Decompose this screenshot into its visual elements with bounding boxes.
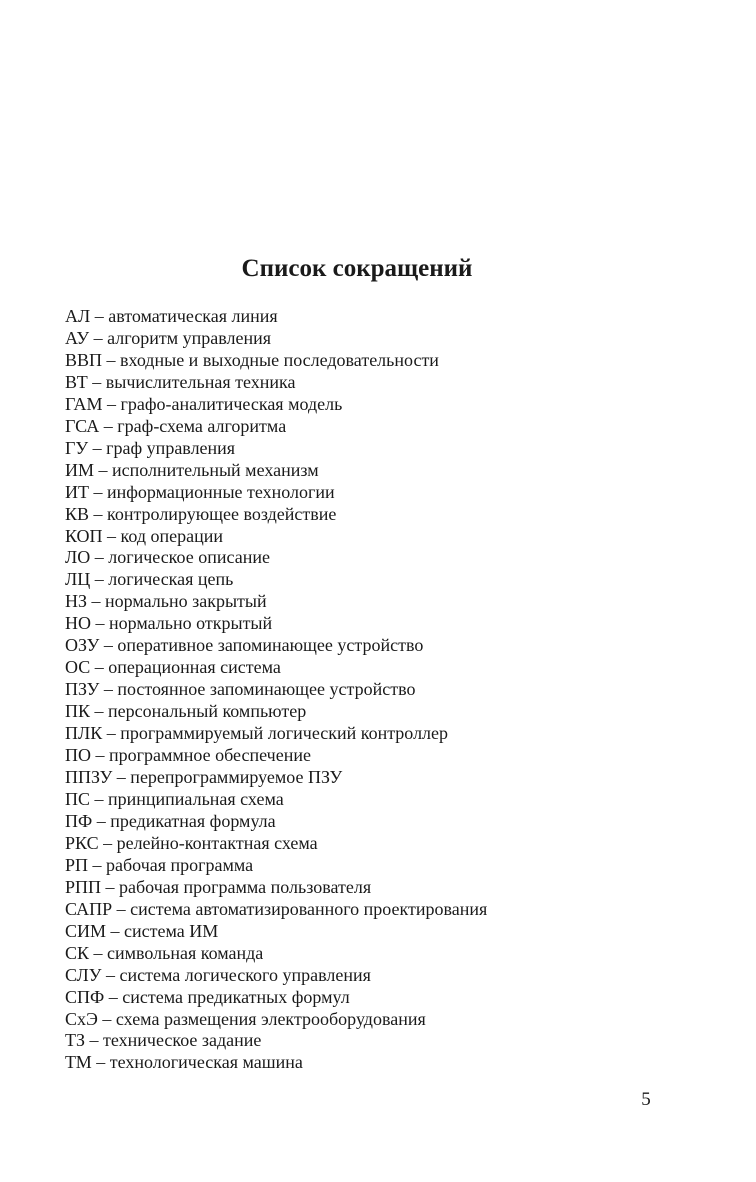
list-item: ЛО – логическое описание (65, 547, 270, 568)
list-item: ПЗУ – постоянное запоминающее устройство (65, 679, 416, 700)
list-item: АУ – алгоритм управления (65, 327, 272, 348)
list-item: СПФ – система предикатных формул (65, 986, 350, 1007)
list-item: ОЗУ – оперативное запоминающее устройство (65, 635, 424, 656)
abbreviation-list (65, 306, 685, 1074)
list-item: ППЗУ – перепрограммируемое ПЗУ (65, 767, 343, 788)
list-item: ГСА – граф-схема алгоритма (65, 415, 287, 436)
list-item: НО – нормально открытый (65, 613, 273, 634)
list-item: СЛУ – система логического управления (65, 964, 371, 985)
list-item: ПК – персональный компьютер (65, 701, 307, 722)
list-item: РПП – рабочая программа пользователя (65, 876, 372, 897)
list-item: САПР – система автоматизированного проектирования (65, 898, 488, 919)
list-item: РКС – релейно-контактная схема (65, 832, 318, 853)
page-number: 5 (641, 1089, 651, 1110)
list-item: ИМ – исполнительный механизм (65, 459, 319, 480)
list-item: ТЗ – техническое задание (65, 1030, 262, 1051)
list-item: КОП – код операции (65, 525, 224, 546)
list-item: АЛ – автоматическая линия (65, 306, 278, 326)
list-item: ПЛК – программируемый логический контроллер (65, 723, 449, 744)
list-item: ГАМ – графо-аналитическая модель (65, 393, 343, 414)
list-item: НЗ – нормально закрытый (65, 591, 267, 612)
list-item: СИМ – система ИМ (65, 920, 219, 941)
list-item: РП – рабочая программа (65, 854, 254, 875)
list-item: СхЭ – схема размещения электрооборудования (65, 1008, 426, 1029)
list-item: ГУ – граф управления (65, 437, 236, 458)
list-item: ОС – операционная система (65, 657, 281, 678)
list-item: ТМ – технологическая машина (65, 1052, 303, 1073)
list-item: ВВП – входные и выходные последовательности (65, 349, 439, 370)
list-item: ПС – принципиальная схема (65, 788, 284, 809)
page-title: Список сокращений (241, 255, 473, 282)
list-item: ПФ – предикатная формула (65, 810, 276, 831)
list-item: ИТ – информационные технологии (65, 481, 335, 502)
list-item: КВ – контролирующее воздействие (65, 503, 337, 524)
list-item: СК – символьная команда (65, 942, 264, 963)
list-item: ВТ – вычислительная техника (65, 371, 296, 392)
list-item: ПО – программное обеспечение (65, 745, 311, 766)
list-item: ЛЦ – логическая цепь (65, 569, 234, 590)
